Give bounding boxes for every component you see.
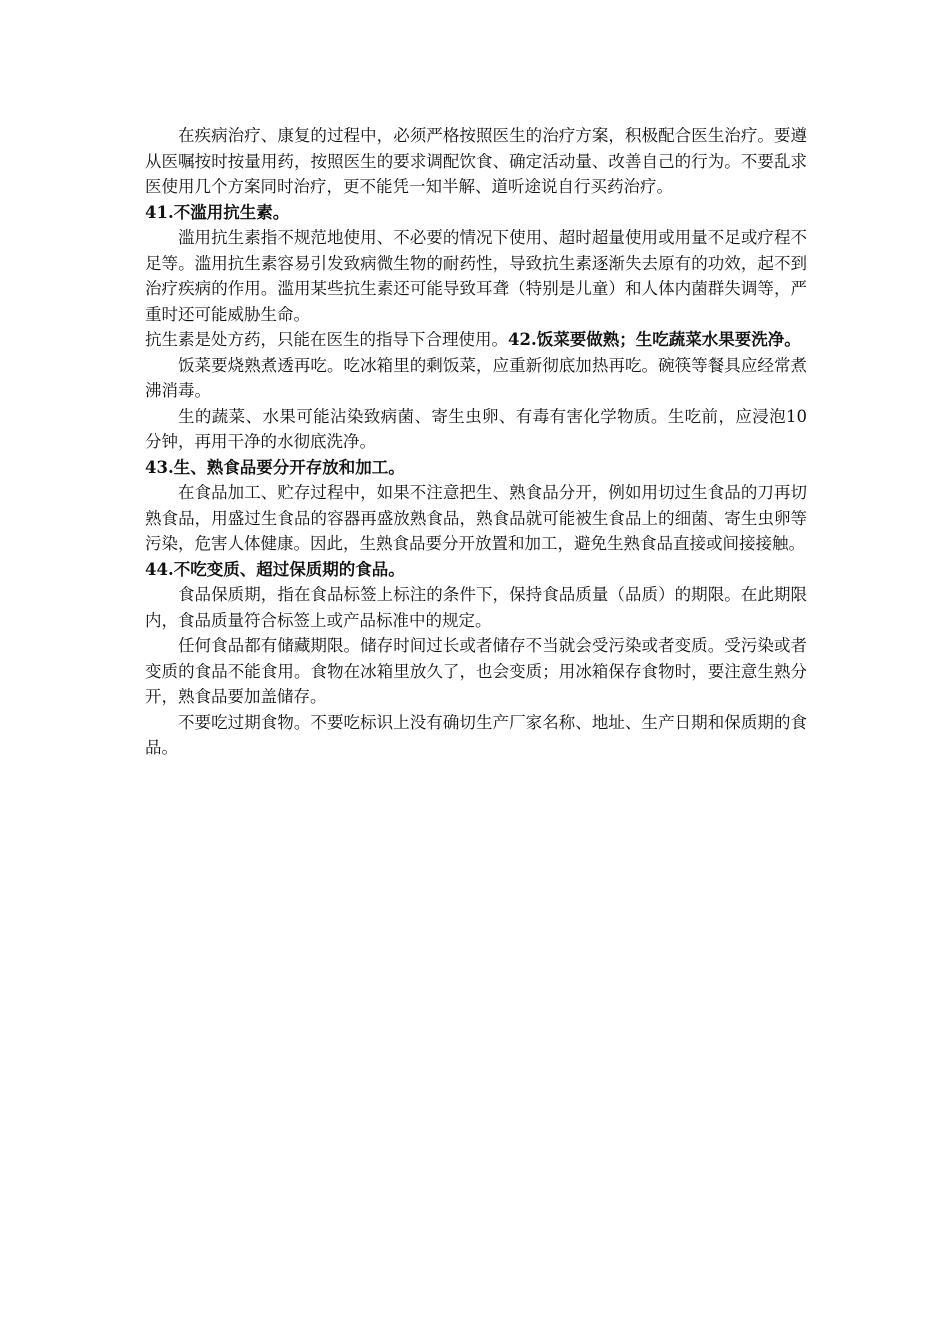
paragraph-44c: 不要吃过期食物。不要吃标识上没有确切生产厂家名称、地址、生产日期和保质期的食品。 xyxy=(145,712,807,757)
paragraph-42b: 生的蔬菜、水果可能沾染致病菌、寄生虫卵、有毒有害化学物质。生吃前，应浸泡10分钟，再用干净的水彻底洗净。 xyxy=(145,406,807,451)
heading-44: 44.不吃变质、超过保质期的食品。 xyxy=(145,559,405,579)
paragraph-43: 在食品加工、贮存过程中，如果不注意把生、熟食品分开，例如用切过生食品的刀再切熟食品，用盛过生食品的容器再盛放熟食品，熟食品就可能被生食品上的细菌、寄生虫卵等污染，危害人体健康。因此，生熟食品要分开放置和加工，避免生熟食品直接或间接接触。 xyxy=(145,483,807,553)
heading-41: 41.不滥用抗生素。 xyxy=(145,202,290,222)
paragraph-44b: 任何食品都有储藏期限。储存时间过长或者储存不当就会受污染或者变质。受污染或者变质的食品不能食用。食物在冰箱里放久了，也会变质；用冰箱保存食物时，要注意生熟分开，熟食品要加盖储存。 xyxy=(145,636,807,706)
paragraph-41a: 滥用抗生素指不规范地使用、不必要的情况下使用、超时超量使用或用量不足或疗程不足等。滥用抗生素容易引发致病微生物的耐药性，导致抗生素逐渐失去原有的功效，起不到治疗疾病的作用。滥用某些抗生素还可能导致耳聋（特别是儿童）和人体内菌群失调等，严重时还可能威胁生命。 xyxy=(145,228,807,324)
paragraph-44a: 食品保质期，指在食品标签上标注的条件下，保持食品质量（品质）的期限。在此期限内，食品质量符合标签上或产品标准中的规定。 xyxy=(145,585,807,630)
paragraph-42a: 饭菜要烧熟煮透再吃。吃冰箱里的剩饭菜，应重新彻底加热再吃。碗筷等餐具应经常煮沸消毒。 xyxy=(145,355,807,400)
paragraph-41b-text: 抗生素是处方药，只能在医生的指导下合理使用。 xyxy=(145,330,508,349)
paragraph-treatment: 在疾病治疗、康复的过程中，必须严格按照医生的治疗方案，积极配合医生治疗。要遵从医嘱按时按量用药，按照医生的要求调配饮食、确定活动量、改善自己的行为。不要乱求医使用几个方案同时治疗，更不能凭一知半解、道听途说自行买药治疗。 xyxy=(145,126,807,196)
paragraph-41b xyxy=(145,327,807,353)
heading-42: 42.饭菜要做熟；生吃蔬菜水果要洗净。 xyxy=(508,330,801,349)
heading-43: 43.生、熟食品要分开存放和加工。 xyxy=(145,457,405,477)
document-body xyxy=(145,123,807,761)
